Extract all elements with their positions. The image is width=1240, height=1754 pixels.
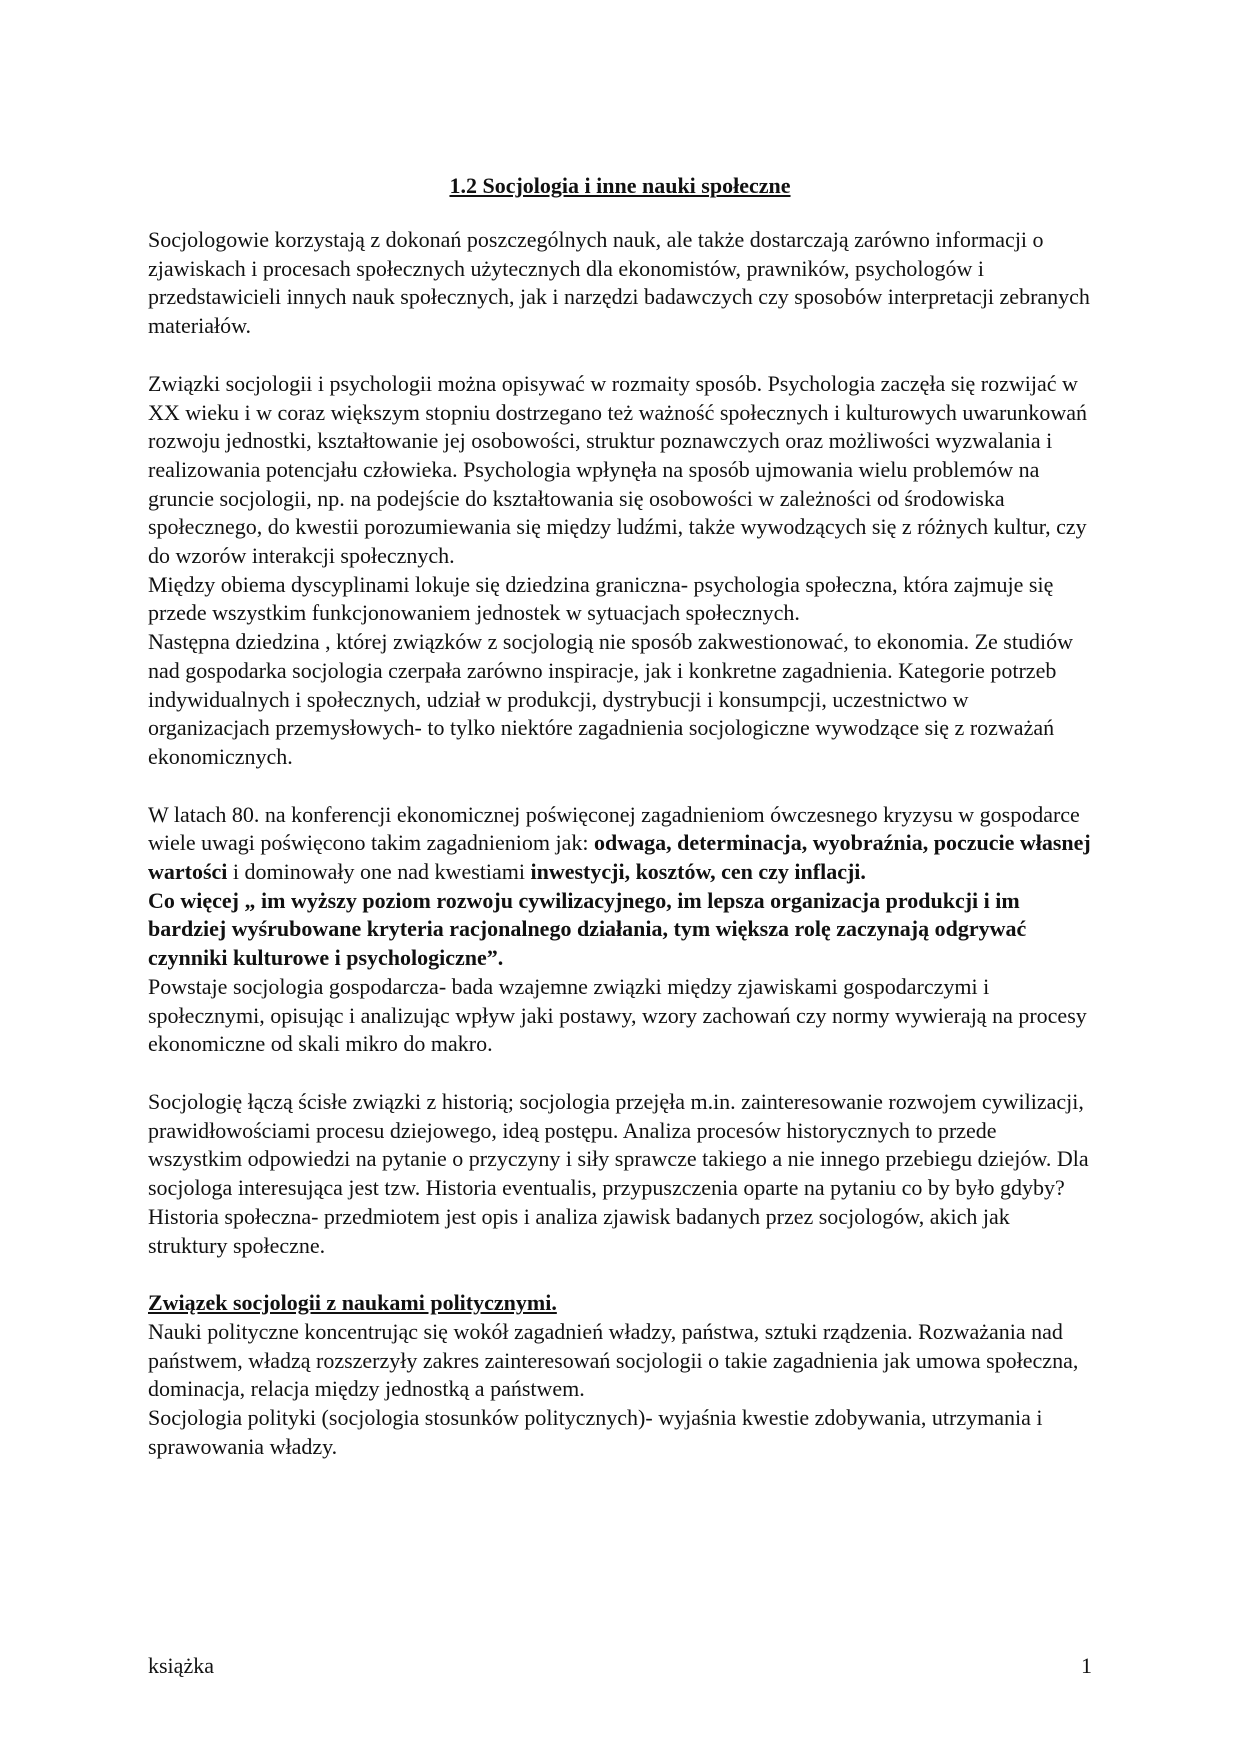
section-heading-politics: Związek socjologii z naukami politycznymi. — [148, 1290, 557, 1316]
footer-label: książka — [148, 1653, 214, 1678]
paragraph-history: Socjologię łączą ścisłe związki z historią; socjologia przejęła m.in. zainteresowanie rozwojem cywilizacji, prawidłowościami procesu dziejowego, ideą postępu. Analiza procesów historycznych to przede wszystkim odpowiedzi na pytanie o przyczyny i siły sprawcze takiego a nie innego przebiegu dziejów. Dla socjologa interesująca jest tzw. Historia eventualis, przypuszczenia oparte na pytaniu co by było gdyby? — [148, 1088, 1089, 1201]
paragraph-psychology: Związki socjologii i psychologii można opisywać w rozmaity sposób. Psychologia zaczęła się rozwijać w XX wieku i w coraz większym stopniu dostrzegano też ważność społecznych i kulturowych uwarunkowań rozwoju jednostki, kształtowanie jej osobowości, struktur poznawczych oraz możliwości wyzwalania i realizowania potencjału człowieka. Psychologia wpłynęła na sposób ujmowania wielu problemów na gruncie socjologii, np. na podejście do kształtowania się osobowości w zależności od środowiska społecznego, do kwestii porozumiewania się między ludźmi, także wywodzących się z różnych kultur, czy do wzorów interakcji społecznych. — [148, 370, 1088, 569]
paragraph-economic-sociology: Powstaje socjologia gospodarcza- bada wzajemne związki między zjawiskami gospodarczymi i społecznymi, opisując i analizując wpływ jaki postawy, wzory zachowań czy normy wywierają na procesy ekonomiczne od skali mikro do makro. — [148, 973, 1087, 1057]
paragraph-economics: Następna dziedzina , której związków z socjologią nie sposób zakwestionować, to ekonomia. Ze studiów nad gospodarka socjologia czerpała zarówno inspiracje, jak i konkretne zagadnienia. Kategorie potrzeb indywidualnych i społecznych, udział w produkcji, dystrybucji i konsumpcji, uczestnictwo w organizacjach przemysłowych- to tylko niektóre zagadnienia socjologiczne wywodzące się z rozważań ekonomicznych. — [148, 629, 1073, 769]
paragraph-conference — [148, 801, 1092, 887]
spacer — [148, 772, 1092, 801]
page-title: 1.2 Socjologia i inne nauki społeczne — [449, 173, 791, 198]
spacer — [148, 1059, 1092, 1088]
paragraph-intro: Socjologowie korzystają z dokonań poszczególnych nauk, ale także dostarczają zarówno informacji o zjawiskach i procesach społecznych użytecznych dla ekonomistów, prawników, psychologów i przedstawicieli innych nauk społecznych, jak i narzędzi badawczych czy sposobów interpretacji zebranych materiałów. — [148, 227, 1090, 339]
quote-bold: Co więcej „ im wyższy poziom rozwoju cywilizacyjnego, im lepsza organizacja produkcji i im bardziej wyśrubowane kryteria racjonalnego działania, tym większa rolę zaczynają odgrywać czynniki kulturowe i psychologiczne”. — [148, 887, 1027, 971]
conference-text-b: i dominowały one nad kwestiami — [227, 859, 531, 885]
conference-bold-b: inwestycji, kosztów, cen czy inflacji. — [530, 859, 866, 885]
page-number: 1 — [1081, 1653, 1092, 1678]
paragraph-quote — [148, 887, 1092, 973]
conference-text-a: W latach 80. na konferencji ekonomicznej poświęconej zagadnieniom ówczesnego kryzysu w gospodarce wiele uwagi poświęcono takim zagadnieniom jak: — [148, 801, 1080, 856]
conference-bold-a: odwaga, determinacja, wyobraźnia, poczucie własnej wartości — [148, 830, 1091, 885]
paragraph-political-science: Nauki polityczne koncentrując się wokół zagadnień władzy, państwa, sztuki rządzenia. Rozważania nad państwem, władzą rozszerzyły zakres zainteresowań socjologii o takie zagadnienia jak umowa społeczna, dominacja, relacja między jednostką a państwem. — [148, 1318, 1079, 1402]
spacer — [148, 341, 1092, 370]
spacer — [148, 1260, 1092, 1289]
paragraph-political-sociology: Socjologia polityki (socjologia stosunków politycznych)- wyjaśnia kwestie zdobywania, utrzymania i sprawowania władzy. — [148, 1405, 1043, 1459]
paragraph-social-psychology: Między obiema dyscyplinami lokuje się dziedzina graniczna- psychologia społeczna, która zajmuje się przede wszystkim funkcjonowaniem jednostek w sytuacjach społecznych. — [148, 571, 1054, 626]
paragraph-social-history: Historia społeczna- przedmiotem jest opis i analiza zjawisk badanych przez socjologów, akich jak struktury społeczne. — [148, 1203, 1010, 1258]
document-body — [148, 172, 1092, 1461]
